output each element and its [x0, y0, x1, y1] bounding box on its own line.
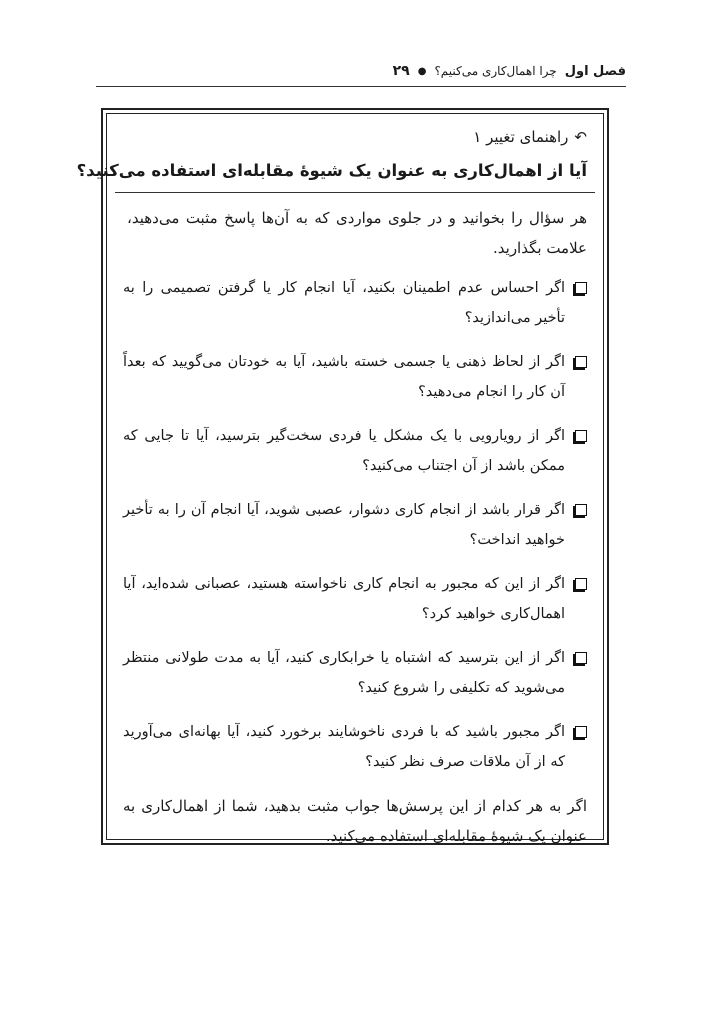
checklist [123, 273, 587, 777]
main-question: آیا از اهمال‌کاری به عنوان یک شیوهٔ مقابله‌ای استفاده می‌کنید؟ [76, 161, 587, 180]
checklist-item-text: اگر از لحاظ ذهنی یا جسمی خسته باشید، آیا به خودتان می‌گویید که بعداً آن کار را انجام می‌دهید؟ [123, 354, 565, 400]
checklist-item [123, 273, 587, 333]
checkbox-icon[interactable] [575, 726, 587, 738]
guide-heading [123, 124, 587, 150]
checklist-item [123, 569, 587, 629]
checkbox-icon[interactable] [575, 504, 587, 516]
checklist-item [123, 421, 587, 481]
conclusion-text: اگر به هر کدام از این پرسش‌ها جواب مثبت بدهید، شما از اهمال‌کاری به عنوان یک شیوهٔ مقابله‌ای استفاده می‌کنید. [123, 797, 587, 845]
running-header [96, 58, 626, 84]
change-guide-box [76, 108, 609, 845]
change-guide-box-inner [76, 113, 604, 845]
checklist-item [123, 347, 587, 407]
chapter-label: فصل اول [564, 63, 626, 79]
header-separator-dot: ● [417, 65, 427, 77]
checklist-item-text: اگر از این که مجبور به انجام کاری ناخواسته هستید، عصبانی شده‌اید، آیا اهمال‌کاری خواهید کرد؟ [123, 576, 565, 622]
header-rule [96, 86, 626, 87]
checklist-item-text: اگر از این بترسید که اشتباه یا خرابکاری کنید، آیا به مدت طولانی منتظر می‌شوید که تکلیفی را شروع کنید؟ [123, 650, 565, 696]
instructions-text: هر سؤال را بخوانید و در جلوی مواردی که به آن‌ها پاسخ مثبت می‌دهید، علامت بگذارید. [127, 209, 587, 257]
question-rule [115, 192, 595, 193]
checkbox-icon[interactable] [575, 356, 587, 368]
checklist-item [123, 717, 587, 777]
page-number: ۲۹ [392, 63, 410, 79]
checklist-item-text: اگر احساس عدم اطمینان بکنید، آیا انجام کار یا گرفتن تصمیمی را به تأخیر می‌اندازید؟ [123, 280, 565, 326]
checkbox-icon[interactable] [575, 282, 587, 294]
checklist-item-text: اگر قرار باشد از انجام کاری دشوار، عصبی شوید، آیا انجام آن را به تأخیر خواهید انداخت؟ [123, 502, 565, 548]
checkbox-icon[interactable] [575, 578, 587, 590]
curved-arrow-icon: ↶ [574, 128, 587, 146]
guide-label: راهنمای تغییر ۱ [473, 128, 569, 146]
checkbox-icon[interactable] [575, 430, 587, 442]
chapter-title: چرا اهمال‌کاری می‌کنیم؟ [434, 64, 557, 78]
checklist-item [123, 643, 587, 703]
checklist-item-text: اگر مجبور باشید که با فردی ناخوشایند برخورد کنید، آیا بهانه‌ای می‌آورید که از آن ملاقات صرف نظر کنید؟ [123, 724, 565, 770]
checklist-item-text: اگر از رویارویی با یک مشکل یا فردی سخت‌گیر بترسید، آیا تا جایی که ممکن باشد از آن اجتناب می‌کنید؟ [123, 428, 565, 474]
checklist-item [123, 495, 587, 555]
checkbox-icon[interactable] [575, 652, 587, 664]
